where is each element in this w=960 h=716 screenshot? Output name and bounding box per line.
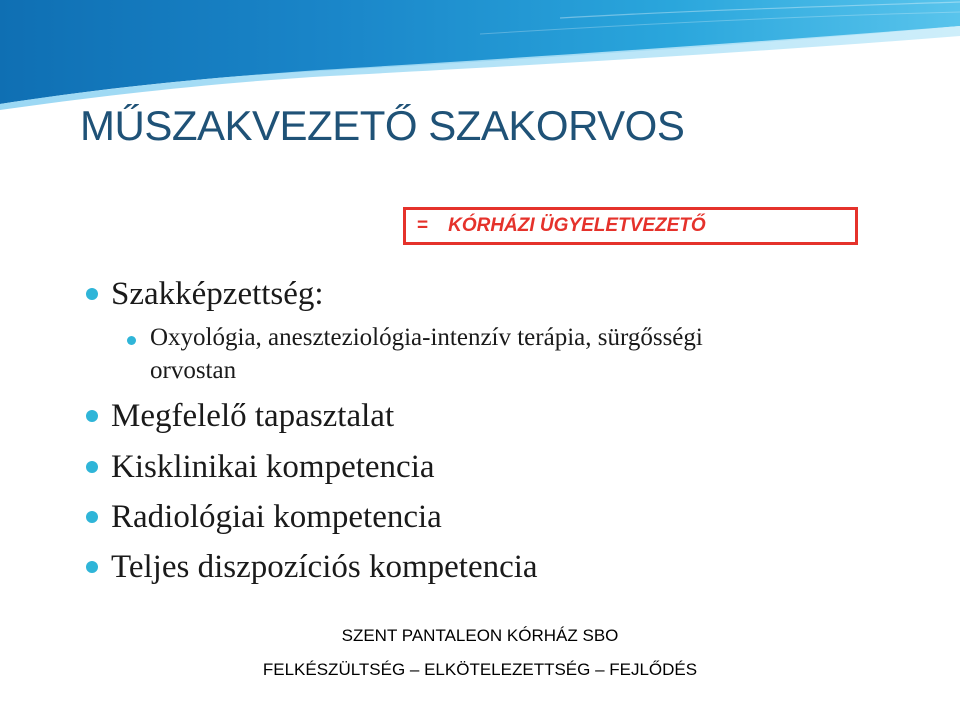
bullet-dot-icon <box>86 511 98 523</box>
slide-title: MŰSZAKVEZETŐ SZAKORVOS <box>80 102 685 149</box>
bullet-item: Kisklinikai kompetencia <box>111 449 435 485</box>
badge-equals-sign: = <box>417 215 429 236</box>
header-wave-decoration <box>0 0 960 110</box>
bullet-item: Teljes diszpozíciós kompetencia <box>111 549 538 585</box>
bullet-item: Megfelelő tapasztalat <box>111 398 395 434</box>
bullet-item: Radiológiai kompetencia <box>111 499 442 535</box>
bullet-subitem: Oxyológia, aneszteziológia-intenzív terápia, sürgősségi <box>150 324 703 351</box>
footer-organization: SZENT PANTALEON KÓRHÁZ SBO <box>341 626 619 645</box>
badge-text: KÓRHÁZI ÜGYELETVEZETŐ <box>448 215 706 236</box>
bullet-dot-icon <box>86 561 98 573</box>
footer-motto: FELKÉSZÜLTSÉG – ELKÖTELEZETTSÉG – FEJLŐDÉS <box>262 660 698 679</box>
bullet-subitem-continuation: orvostan <box>150 357 237 384</box>
bullet-dot-icon <box>127 336 136 345</box>
bullet-dot-icon <box>86 461 98 473</box>
bullet-item: Szakképzettség: <box>111 276 324 312</box>
role-badge <box>403 207 858 245</box>
bullet-dot-icon <box>86 288 98 300</box>
bullet-dot-icon <box>86 410 98 422</box>
